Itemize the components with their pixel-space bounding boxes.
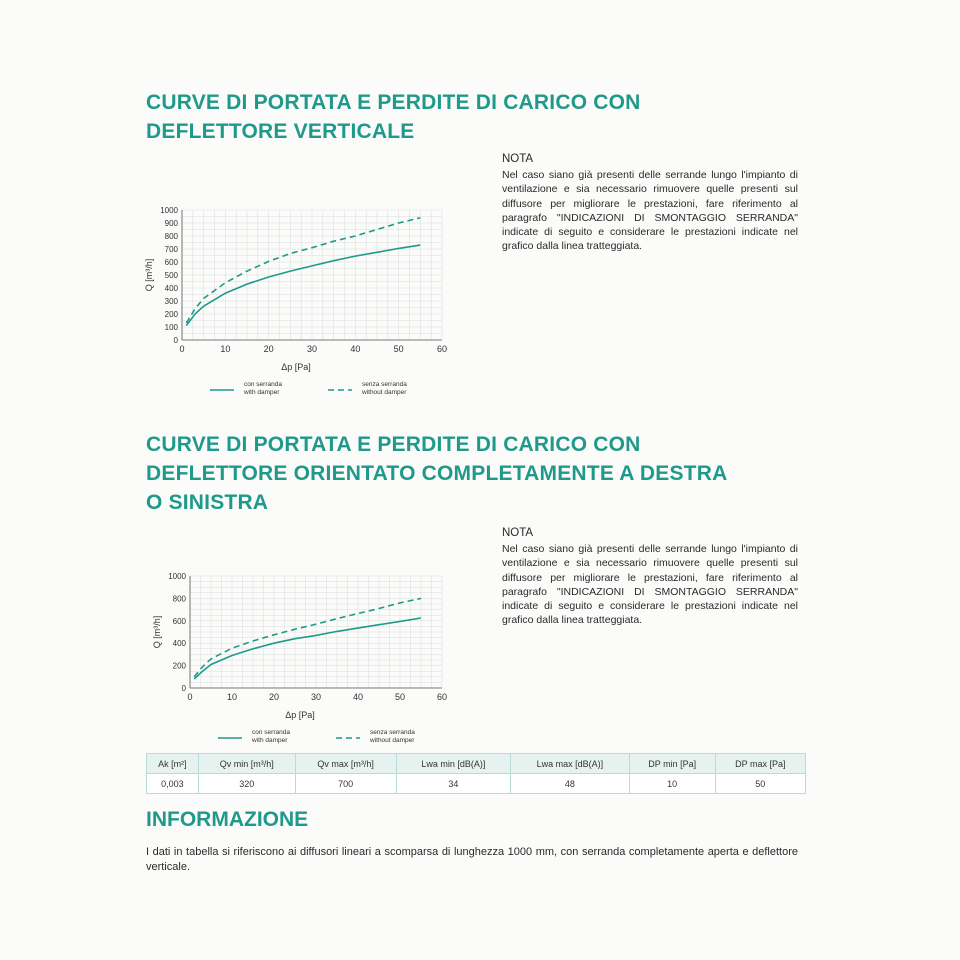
spec-header-dp-max: DP max [Pa] <box>715 754 805 774</box>
y-tick-label: 800 <box>172 594 186 604</box>
spec-header-qv-max: Qv max [m³/h] <box>295 754 396 774</box>
spec-value-lwa-min: 34 <box>396 774 510 794</box>
section1-title-line-2: DEFLETTORE VERTICALE <box>146 120 415 143</box>
spec-table <box>146 753 806 794</box>
x-axis-label: Δp [Pa] <box>281 362 311 372</box>
x-tick-label: 60 <box>436 692 448 702</box>
x-tick-label: 60 <box>436 344 448 354</box>
section2-title-line-2: DEFLETTORE ORIENTATO COMPLETAMENTE A DESTRA <box>146 462 728 485</box>
x-tick-label: 10 <box>220 344 231 354</box>
x-tick-label: 20 <box>263 344 274 354</box>
y-tick-label: 600 <box>172 616 186 626</box>
y-tick-label: 800 <box>164 232 178 241</box>
x-tick-label: 30 <box>306 344 318 354</box>
spec-table-value-row <box>147 774 806 794</box>
spec-value-dp-min: 10 <box>629 774 715 794</box>
legend-label-with-damper-en: with damper <box>252 737 288 744</box>
spec-header-qv-min: Qv min [m³/h] <box>198 754 295 774</box>
x-tick-label: 0 <box>179 344 185 354</box>
legend-label-with-damper-en: with damper <box>244 389 280 396</box>
x-tick-label: 40 <box>350 344 361 354</box>
y-tick-label: 0 <box>181 684 186 693</box>
section1-note <box>502 152 798 253</box>
legend-label-without-damper-en: without damper <box>362 389 407 396</box>
spec-header-dp-min: DP min [Pa] <box>629 754 715 774</box>
x-tick-label: 10 <box>226 692 238 702</box>
legend-label-without-damper-it: senza serranda <box>370 729 415 736</box>
spec-value-qv-min: 320 <box>198 774 295 794</box>
y-tick-label: 500 <box>164 271 178 280</box>
section2-title <box>146 430 727 517</box>
chart-vertical-deflector <box>140 200 460 416</box>
legend-label-without-damper-it: senza serranda <box>362 381 407 388</box>
section2-note-text: Nel caso siano già presenti delle serrande lungo l'impianto di ventilazione e sia necessario rimuovere quelle presenti sul diffusore per migliorare le prestazioni, fare riferimento al paragrafo "INDICAZIONI DI SMONTAGGIO SERRANDA" indicate di seguito e considerare le prestazioni indicate nel grafico dalla linea tratteggiata. <box>502 543 798 627</box>
y-tick-label: 600 <box>164 258 178 267</box>
y-tick-label: 1000 <box>168 572 186 581</box>
chart-side-deflector-svg <box>140 566 460 746</box>
series-line-with-damper <box>194 618 421 679</box>
section2-title-line-3: O SINISTRA <box>146 491 269 514</box>
y-tick-label: 100 <box>164 323 178 332</box>
section2-note <box>502 526 798 627</box>
x-axis-label: Δp [Pa] <box>285 710 315 720</box>
spec-header-lwa-min: Lwa min [dB(A)] <box>396 754 510 774</box>
section1-title-line-1: CURVE DI PORTATA E PERDITE DI CARICO CON <box>146 91 641 114</box>
x-tick-label: 50 <box>393 344 404 354</box>
section1-note-text: Nel caso siano già presenti delle serrande lungo l'impianto di ventilazione e sia necessario rimuovere quelle presenti sul diffusore per migliorare le prestazioni, fare riferimento al paragrafo "INDICAZIONI DI SMONTAGGIO SERRANDA" indicate di seguito e considerare le prestazioni indicate nel grafico dalla linea tratteggiata. <box>502 169 798 253</box>
chart-vertical-deflector-svg <box>140 200 460 416</box>
y-axis-label: Q [m³/h] <box>144 258 154 292</box>
x-tick-label: 50 <box>394 692 406 702</box>
y-tick-label: 1000 <box>160 206 178 215</box>
y-tick-label: 200 <box>164 310 178 319</box>
y-tick-label: 900 <box>164 219 178 228</box>
info-title: INFORMAZIONE <box>146 808 309 831</box>
spec-value-lwa-max: 48 <box>511 774 630 794</box>
info-text: I dati in tabella si riferiscono ai diffusori lineari a scomparsa di lunghezza 1000 mm, con serranda completamente aperta e deflettore verticale. <box>146 846 798 873</box>
spec-header-ak: Ak [m²] <box>147 754 199 774</box>
legend-label-with-damper-it: con serranda <box>244 381 282 388</box>
spec-header-lwa-max: Lwa max [dB(A)] <box>511 754 630 774</box>
y-tick-label: 200 <box>172 661 186 671</box>
x-tick-label: 30 <box>310 692 322 702</box>
y-tick-label: 0 <box>173 336 178 345</box>
chart-side-deflector <box>140 566 460 746</box>
spec-table-header-row <box>147 754 806 774</box>
y-tick-label: 400 <box>164 284 178 293</box>
section1-note-title: NOTA <box>502 153 534 165</box>
x-tick-label: 40 <box>352 692 364 702</box>
section2-note-title: NOTA <box>502 527 534 539</box>
spec-value-qv-max: 700 <box>295 774 396 794</box>
section2-title-line-1: CURVE DI PORTATA E PERDITE DI CARICO CON <box>146 433 641 456</box>
x-tick-label: 20 <box>268 692 280 702</box>
legend-label-with-damper-it: con serranda <box>252 729 290 736</box>
x-tick-label: 0 <box>187 692 193 702</box>
y-tick-label: 400 <box>172 639 186 649</box>
spec-value-dp-max: 50 <box>715 774 805 794</box>
section1-title <box>146 88 641 146</box>
legend-label-without-damper-en: without damper <box>370 737 415 744</box>
y-tick-label: 700 <box>164 245 178 254</box>
y-tick-label: 300 <box>164 297 178 306</box>
spec-value-ak: 0,003 <box>147 774 199 794</box>
y-axis-label: Q [m³/h] <box>152 615 162 649</box>
